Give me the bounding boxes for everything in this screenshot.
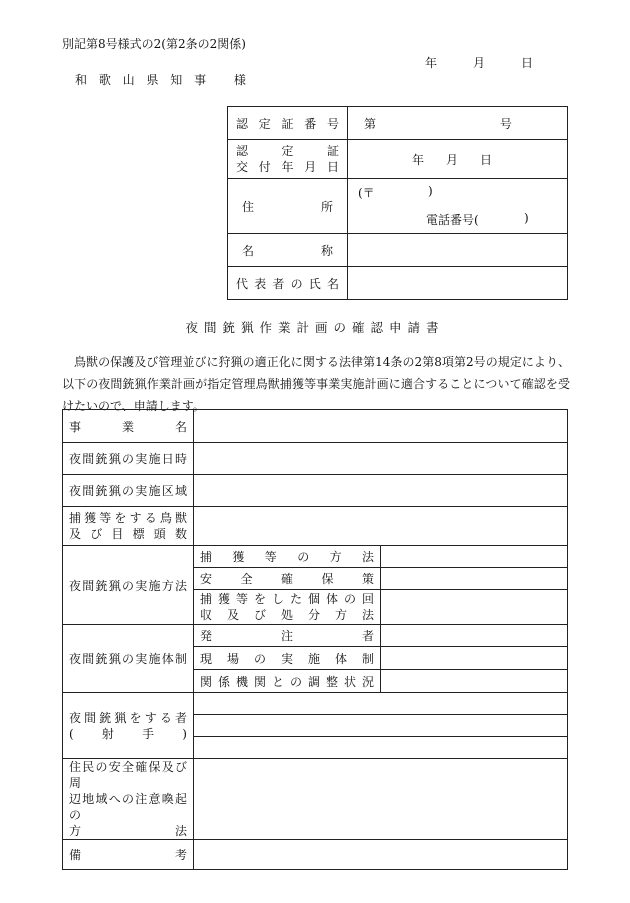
shooter-field-3[interactable] [194,737,568,759]
safety-label-cell [63,759,194,840]
target-label-cell [63,507,194,546]
method-safety-label-cell [194,568,381,590]
system-client-label-cell [194,625,381,647]
date-year-label: 年 [425,56,438,70]
system-coord-field[interactable] [381,670,568,693]
shooter-label-cell [63,693,194,759]
postal-open: (〒 [358,186,375,200]
method-disposal-label-2: 収及び処分方法 [200,608,374,622]
cert-number-prefix: 第 [364,116,377,131]
issue-date-label-cell [228,140,348,179]
address-label-cell [228,179,348,234]
method-capture-field[interactable] [381,546,568,568]
method-disposal-label-1: 捕獲等をした個体の回 [200,592,374,606]
issue-month-label: 月 [446,152,459,167]
system-onsite-field[interactable] [381,647,568,670]
addressee: 和 歌 山 県 知 事 様 [75,73,250,87]
schedule-label-cell [63,443,194,475]
name-label: 名 称 [242,243,333,258]
remarks-field[interactable] [194,840,568,870]
document-title: 夜間銃猟作業計画の確認申請書 [185,320,445,335]
representative-label: 代表者の氏名 [236,276,339,291]
method-label-cell [63,546,194,625]
issue-year-label: 年 [412,152,425,167]
project-name-label-cell [63,410,194,443]
shooter-label-2: ( 射 手 ) [69,726,187,741]
project-name-field[interactable] [194,410,568,443]
shooter-field-2[interactable] [194,715,568,737]
safety-label-1: 住民の安全確保及び周 [69,760,187,790]
representative-field[interactable] [348,267,568,300]
method-safety-label: 安全確保策 [200,572,374,586]
issue-date-label-2: 交付年月日 [236,160,339,174]
target-label-1: 捕獲等をする鳥獣 [69,511,187,525]
system-coord-label-cell [194,670,381,693]
cert-number-suffix: 号 [499,116,512,131]
system-label: 夜間銃猟の実施体制 [69,652,187,666]
area-label-cell [63,475,194,507]
project-name-label: 事 業 名 [69,419,187,434]
target-label-2: 及び目標頭数 [69,527,187,541]
method-disposal-label-cell [194,590,381,625]
method-label: 夜間銃猟の実施方法 [69,578,187,593]
area-field[interactable] [194,475,568,507]
issue-date-label-1: 認 定 証 [236,144,339,158]
system-client-label: 発 注 者 [200,629,374,643]
form-number: 別記第8号様式の2(第2条の2関係) [62,37,246,51]
applicant-table [227,106,568,300]
name-label-cell [228,234,348,267]
system-onsite-label-cell [194,647,381,670]
method-capture-label-cell [194,546,381,568]
submission-date [425,54,533,71]
representative-label-cell [228,267,348,300]
safety-label-2: 辺地域への注意喚起の [69,792,187,822]
system-onsite-label: 現場の実施体制 [200,651,374,666]
system-coord-label: 関係機関との調整状況 [200,674,374,689]
plan-table [62,409,568,870]
shooter-field-1[interactable] [194,693,568,715]
date-day-label: 日 [521,56,534,70]
address-label: 住 所 [242,199,333,214]
method-capture-label: 捕獲等の方法 [200,550,374,564]
shooter-label-1: 夜間銃猟をする者 [69,710,187,725]
system-label-cell [63,625,194,693]
method-disposal-field[interactable] [381,590,568,625]
issue-date-field[interactable] [348,140,568,179]
method-safety-field[interactable] [381,568,568,590]
phone-label: 電話番号( [426,213,479,227]
area-label: 夜間銃猟の実施区域 [69,484,187,498]
system-client-field[interactable] [381,625,568,647]
name-field[interactable] [348,234,568,267]
remarks-label: 備 考 [69,848,187,862]
issue-day-label: 日 [480,152,493,167]
cert-number-label: 認定証番号 [236,116,339,131]
intro-paragraph: 鳥獣の保護及び管理並びに狩猟の適正化に関する法律第14条の2第8項第2号の規定により、以下の夜間銃猟作業計画が指定管理鳥獣捕獲等事業実施計画に適合することについて確認を受けたいので、申請します。 [62,355,570,413]
phone-close: ) [524,211,529,225]
postal-close: ) [428,184,433,198]
cert-number-label-cell [228,107,348,140]
schedule-field[interactable] [194,443,568,475]
address-field[interactable] [348,179,568,234]
schedule-label: 夜間銃猟の実施日時 [69,452,187,466]
cert-number-field[interactable] [348,107,568,140]
remarks-label-cell [63,840,194,870]
target-field[interactable] [194,507,568,546]
safety-label-3: 方 法 [69,824,187,838]
date-month-label: 月 [473,56,486,70]
safety-field[interactable] [194,759,568,840]
